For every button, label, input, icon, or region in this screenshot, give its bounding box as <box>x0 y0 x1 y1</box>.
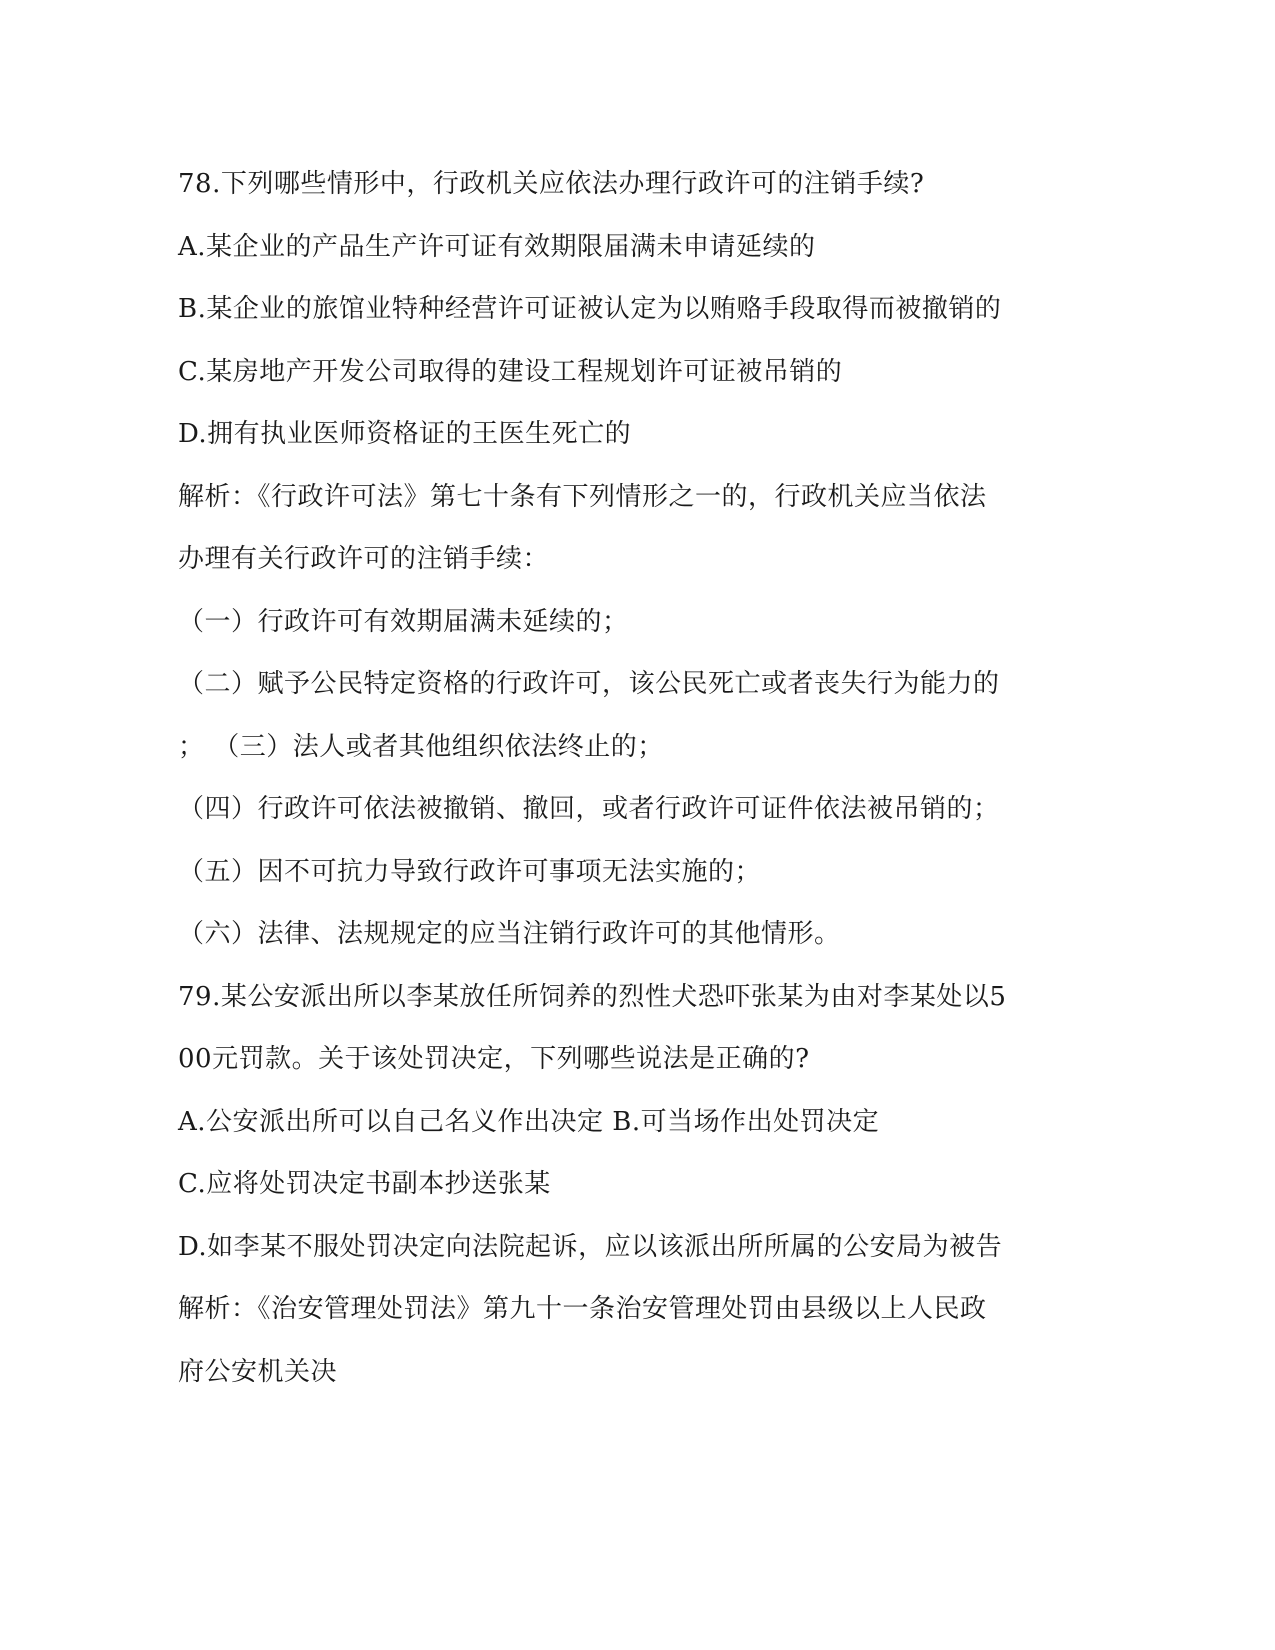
analysis-item-4: （四）行政许可依法被撤销、撤回，或者行政许可证件依法被吊销的； <box>178 794 1000 824</box>
question-79-analysis: 解析：《治安管理处罚法》第九十一条治安管理处罚由县级以上人民政 <box>178 1294 987 1324</box>
question-78-stem: 78.下列哪些情形中，行政机关应依法办理行政许可的注销手续? <box>178 169 925 199</box>
analysis-item-6: （六）法律、法规规定的应当注销行政许可的其他情形。 <box>178 919 841 949</box>
question-78-option-c: C.某房地产开发公司取得的建设工程规划许可证被吊销的 <box>178 356 843 387</box>
analysis-item-1: （一）行政许可有效期届满未延续的； <box>178 606 629 637</box>
question-78-option-a: A.某企业的产品生产许可证有效期限届满未申请延续的 <box>178 231 816 262</box>
question-79-option-d: D.如李某不服处罚决定向法院起诉，应以该派出所所属的公安局为被告 <box>178 1231 1003 1262</box>
question-78-analysis-cont: 办理有关行政许可的注销手续： <box>178 544 550 574</box>
question-79-analysis-cont: 府公安机关决 <box>178 1356 338 1387</box>
question-79-options-a-b: A.公安派出所可以自己名义作出决定 B.可当场作出处罚决定 <box>178 1106 880 1137</box>
analysis-item-3: ； （三）法人或者其他组织依法终止的； <box>178 731 664 762</box>
document-body <box>178 153 1058 1403</box>
question-78-option-d: D.拥有执业医师资格证的王医生死亡的 <box>178 419 632 449</box>
question-78-analysis: 解析：《行政许可法》第七十条有下列情形之一的，行政机关应当依法 <box>178 481 987 512</box>
analysis-item-5: （五）因不可抗力导致行政许可事项无法实施的； <box>178 856 762 887</box>
question-79-stem: 79.某公安派出所以李某放任所饲养的烈性犬恐吓张某为由对李某处以5 <box>178 981 1007 1012</box>
analysis-item-2: （二）赋予公民特定资格的行政许可，该公民死亡或者丧失行为能力的 <box>178 669 1000 699</box>
question-78-option-b: B.某企业的旅馆业特种经营许可证被认定为以贿赂手段取得而被撤销的 <box>178 294 1002 324</box>
question-79-stem-cont: 00元罚款。关于该处罚决定，下列哪些说法是正确的? <box>178 1044 810 1074</box>
question-79-option-c: C.应将处罚决定书副本抄送张某 <box>178 1169 551 1199</box>
